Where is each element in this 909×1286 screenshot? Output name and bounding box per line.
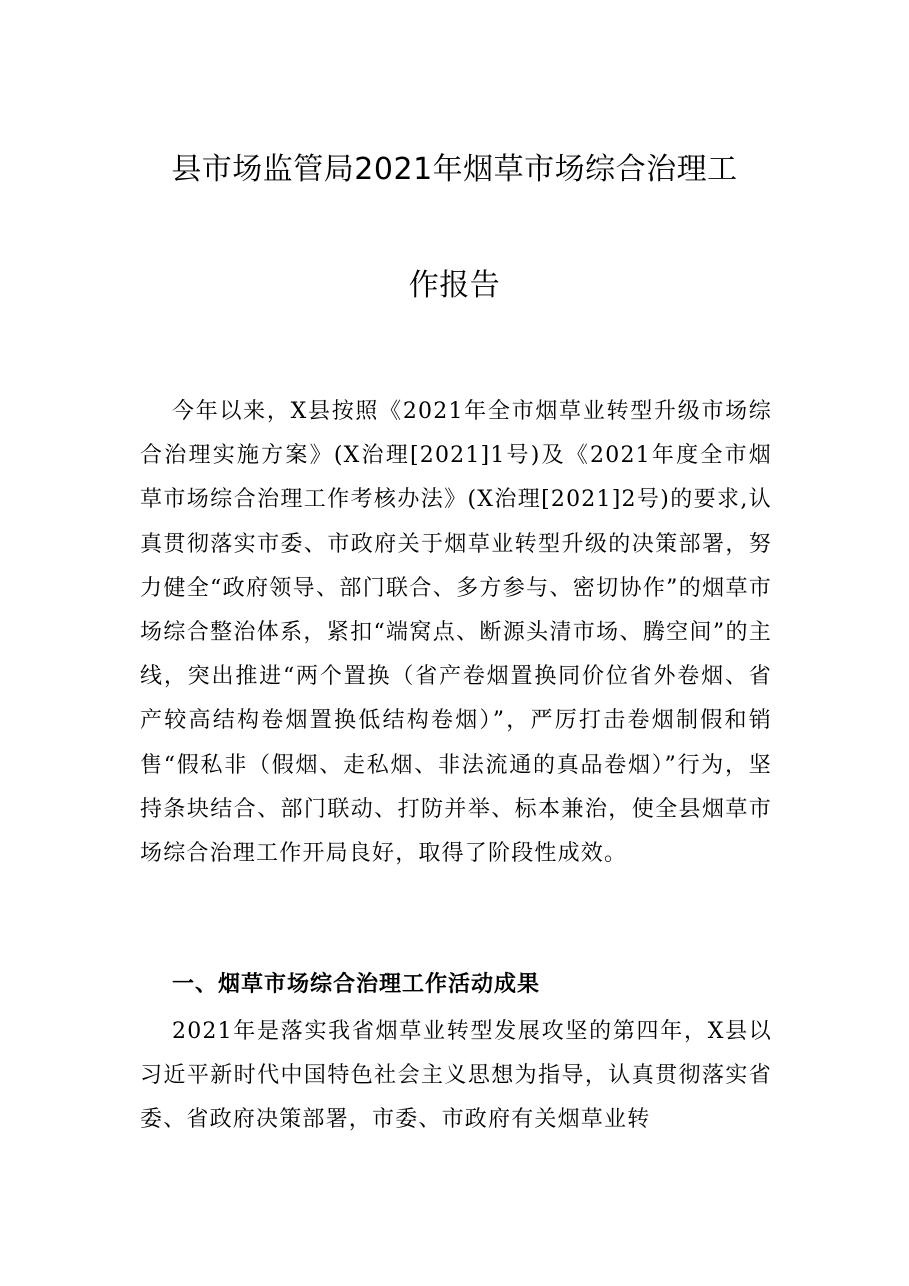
section-1-paragraph: 2021年是落实我省烟草业转型发展攻坚的第四年，X县以习近平新时代中国特色社会主义思想为指导，认真贯彻落实省委、省政府决策部署，市委、市政府有关烟草业转 — [140, 1019, 772, 1133]
document-title-line-2: 作报告 — [408, 268, 501, 303]
intro-paragraph: 今年以来，X县按照《2021年全市烟草业转型升级市场综合治理实施方案》(X治理[2021]1号)及《2021年度全市烟草市场综合治理工作考核办法》(X治理[2021]2号)的要求,认真贯彻落实市委、市政府关于烟草业转型升级的决策部署，努力健全“政府领导、部门联合、多方参与、密切协作”的烟草市场综合整治体系，紧扣“端窝点、断源头清市场、腾空间”的主线，突出推进“两个置换（省产卷烟置换同价位省外卷烟、省产较高结构卷烟置换低结构卷烟）”，严厉打击卷烟制假和销售“假私非（假烟、走私烟、非法流通的真品卷烟）”行为，坚持条块结合、部门联动、打防并举、标本兼治，使全县烟草市场综合治理工作开局良好，取得了阶段性成效。 — [140, 399, 772, 867]
section-heading-1: 一、烟草市场综合治理工作活动成果 — [172, 972, 541, 997]
document-title-line-1: 县市场监管局2021年烟草市场综合治理工 — [171, 152, 738, 187]
